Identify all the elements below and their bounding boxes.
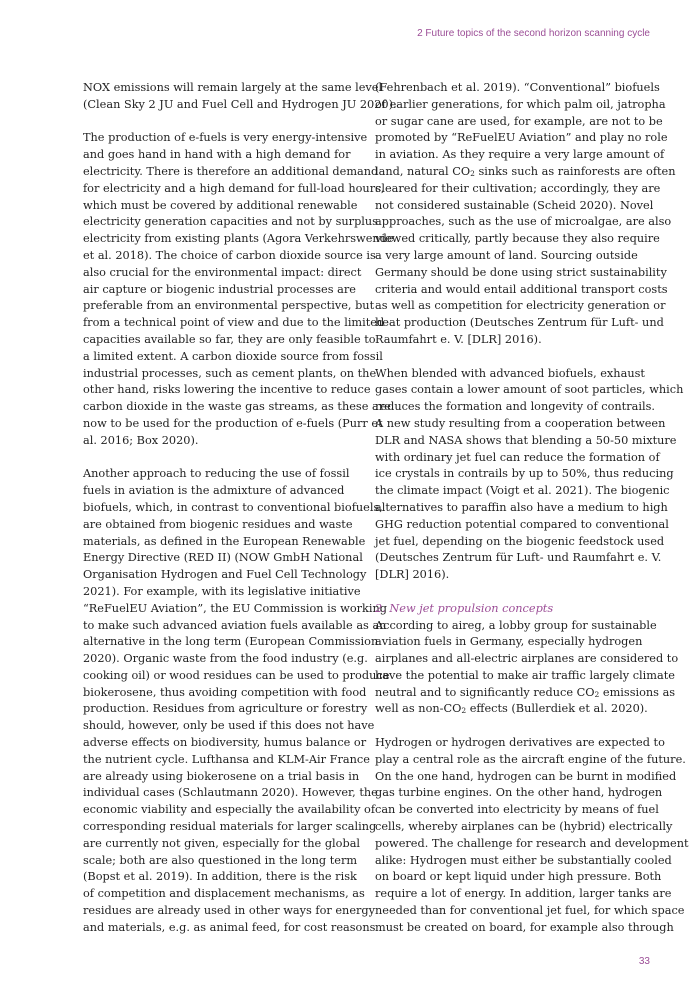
text-line: from a technical point of view and due to the limited — [83, 316, 385, 330]
text-line: can be converted into electricity by means of fuel — [375, 803, 659, 817]
text-line: “ReFuelEU Aviation”, the EU Commission is working — [83, 601, 388, 615]
text-line: airplanes and all-electric airplanes are considered to — [375, 652, 679, 666]
text-line: adverse effects on biodiversity, humus balance or — [83, 736, 367, 750]
text-line: economic viability and especially the availability of — [83, 803, 376, 817]
text-line: viewed critically, partly because they also require — [375, 232, 660, 246]
text-line: production. Residues from agriculture or forestry — [83, 702, 368, 716]
text-line: corresponding residual materials for larger scaling — [83, 820, 377, 834]
text-line: [DLR] 2016). — [375, 568, 450, 582]
running-header: 2 Future topics of the second horizon scanning cycle — [417, 28, 650, 39]
text-line: cleared for their cultivation; accordingly, they are — [375, 181, 661, 195]
text-line — [375, 685, 676, 702]
text-line: gases contain a lower amount of soot particles, which — [375, 383, 684, 397]
text-line: carbon dioxide in the waste gas streams, as these are — [83, 400, 391, 414]
text-line: should, however, only be used if this does not have — [83, 719, 375, 733]
paragraph — [83, 80, 397, 114]
text-line: NOX emissions will remain largely at the same level — [83, 81, 383, 94]
text-line: electricity. There is therefore an additional demand — [83, 164, 379, 178]
text-line: electricity from existing plants (Agora Verkehrswende — [83, 232, 394, 246]
text-fragment: emissions as — [599, 685, 676, 699]
right-column — [375, 80, 689, 937]
text-line: Raumfahrt e. V. [DLR] 2016). — [375, 332, 542, 346]
text-line: cells, whereby airplanes can be (hybrid) electrically — [375, 820, 673, 834]
text-line: powered. The challenge for research and development — [375, 836, 689, 850]
text-line: (Fehrenbach et al. 2019). “Conventional” biofuels — [375, 81, 660, 94]
paragraph — [375, 80, 676, 349]
text-line: biokerosene, thus avoiding competition with food — [83, 685, 367, 699]
text-line: gas turbine engines. On the other hand, hydrogen — [375, 786, 663, 800]
text-line: GHG reduction potential compared to conventional — [375, 517, 669, 531]
text-line: al. 2016; Box 2020). — [83, 433, 199, 447]
text-line: residues are already used in other ways for energy — [83, 904, 376, 918]
text-line: are obtained from biogenic residues and waste — [83, 517, 353, 531]
text-line: or sugar cane are used, for example, are not to be — [375, 114, 663, 128]
text-line — [375, 701, 660, 718]
text-line: the climate impact (Voigt et al. 2021). The biogenic — [375, 484, 670, 498]
text-line: a very large amount of land. Sourcing outside — [375, 248, 638, 262]
text-line: et al. 2018). The choice of carbon dioxide source is — [83, 248, 376, 262]
text-line: Energy Directive (RED II) (NOW GmbH National — [83, 551, 363, 565]
text-line: and goes hand in hand with a high demand for — [83, 148, 351, 162]
subscript: 2 — [470, 168, 475, 178]
text-line: According to aireg, a lobby group for sustainable — [375, 618, 657, 632]
text-line: other hand, risks lowering the incentive to reduce — [83, 383, 371, 397]
text-line: When blended with advanced biofuels, exhaust — [375, 366, 645, 380]
page-number: 33 — [638, 956, 650, 967]
text-line: now to be used for the production of e-fuels (Purr et — [83, 416, 383, 430]
text-line: also crucial for the environmental impact: direct — [83, 265, 362, 279]
text-line: not considered sustainable (Scheid 2020). Novel — [375, 198, 654, 212]
text-line: 2020). Organic waste from the food industry (e.g. — [83, 652, 368, 666]
text-fragment: well as non-CO — [375, 702, 462, 716]
text-line: (Clean Sky 2 JU and Fuel Cell and Hydrogen JU 2020). — [83, 97, 397, 111]
text-line: require a lot of energy. In addition, larger tanks are — [375, 887, 672, 901]
text-line: alternatives to paraffin also have a medium to high — [375, 500, 668, 514]
text-line: approaches, such as the use of microalgae, are also — [375, 215, 672, 229]
text-line — [375, 164, 676, 181]
text-line: air capture or biogenic industrial processes are — [83, 282, 356, 296]
paragraph — [375, 601, 679, 719]
text-fragment: land, natural CO — [375, 164, 471, 178]
text-line: preferable from an environmental perspective, but — [83, 299, 375, 313]
text-line: reduces the formation and longevity of contrails. — [375, 400, 655, 414]
text-line: heat production (Deutsches Zentrum für Luft- und — [375, 316, 664, 330]
text-line: in aviation. As they require a very large amount of — [375, 148, 665, 162]
text-line: Another approach to reducing the use of fossil — [83, 467, 350, 481]
text-line: (Deutsches Zentrum für Luft- und Raumfahrt e. V. — [375, 551, 662, 565]
text-fragment: sinks such as rainforests are often — [474, 164, 676, 178]
paragraph — [375, 366, 684, 584]
text-line: capacities available so far, they are only feasible to — [83, 332, 376, 346]
text-line: which must be covered by additional renewable — [83, 198, 358, 212]
text-line: alternative in the long term (European Commission — [83, 635, 379, 649]
text-line: jet fuel, depending on the biogenic feedstock used — [375, 534, 665, 548]
text-line: criteria and would entail additional transport costs — [375, 282, 668, 296]
text-line: On the one hand, hydrogen can be burnt in modified — [375, 769, 677, 783]
text-line: of earlier generations, for which palm oil, jatropha — [375, 97, 666, 111]
text-line: (Bopst et al. 2019). In addition, there is the risk — [83, 870, 357, 884]
text-line: cooking oil) or wood residues can be used to produce — [83, 668, 390, 682]
section-subheading: 2. New jet propulsion concepts — [375, 601, 554, 615]
text-fragment: neutral and to significantly reduce CO — [375, 685, 595, 699]
text-line: fuels in aviation is the admixture of advanced — [83, 484, 345, 498]
text-line: biofuels, which, in contrast to conventional biofuels, — [83, 500, 383, 514]
text-line: scale; both are also questioned in the long term — [83, 853, 358, 867]
text-line: play a central role as the aircraft engine of the future. — [375, 752, 686, 766]
text-line: aviation fuels in Germany, especially hydrogen — [375, 635, 643, 649]
text-line: electricity generation capacities and not by surplus — [83, 215, 378, 229]
text-line: are already using biokerosene on a trial basis in — [83, 769, 360, 783]
text-line: ice crystals in contrails by up to 50%, thus reducing — [375, 467, 674, 481]
text-line: Organisation Hydrogen and Fuel Cell Technology — [83, 568, 367, 582]
text-line: as well as competition for electricity generation or — [375, 299, 666, 313]
text-line: must be created on board, for example also through — [375, 920, 674, 934]
text-line: Germany should be done using strict sustainability — [375, 265, 667, 279]
text-line: Hydrogen or hydrogen derivatives are expected to — [375, 736, 665, 750]
text-line: are currently not given, especially for the global — [83, 836, 361, 850]
text-line: materials, as defined in the European Renewable — [83, 534, 366, 548]
subscript: 2 — [461, 706, 467, 716]
paragraph — [375, 735, 689, 937]
text-line: the nutrient cycle. Lufthansa and KLM-Air France — [83, 752, 370, 766]
text-line: individual cases (Schlautmann 2020). However, the — [83, 786, 378, 800]
text-line: on board or kept liquid under high pressure. Both — [375, 870, 662, 884]
text-line: A new study resulting from a cooperation between — [375, 416, 666, 430]
text-line: The production of e-fuels is very energy-intensive — [83, 131, 368, 145]
left-column — [83, 80, 397, 937]
text-line: with ordinary jet fuel can reduce the formation of — [375, 450, 660, 464]
text-line: of competition and displacement mechanisms, as — [83, 887, 365, 901]
text-line: have the potential to make air traffic largely climate — [375, 668, 675, 682]
text-line: for electricity and a high demand for full-load hours, — [83, 181, 385, 195]
text-line: 2021). For example, with its legislative initiative — [83, 584, 361, 598]
subscript: 2 — [594, 689, 600, 699]
text-line: DLR and NASA shows that blending a 50-50 mixture — [375, 433, 677, 447]
text-line: needed than for conventional jet fuel, for which space — [375, 904, 685, 918]
text-line: alike: Hydrogen must either be substantially cooled — [375, 853, 672, 867]
text-line: industrial processes, such as cement plants, on the — [83, 366, 377, 380]
text-line: to make such advanced aviation fuels available as an — [83, 618, 387, 632]
text-line: a limited extent. A carbon dioxide source from fossil — [83, 349, 383, 363]
text-line: promoted by “ReFuelEU Aviation” and play no role — [375, 131, 668, 145]
paragraph — [83, 130, 394, 449]
text-line: and materials, e.g. as animal feed, for cost reasons — [83, 920, 376, 934]
paragraph — [83, 466, 390, 936]
text-fragment: effects (Bullerdiek et al. 2020). — [466, 702, 648, 716]
